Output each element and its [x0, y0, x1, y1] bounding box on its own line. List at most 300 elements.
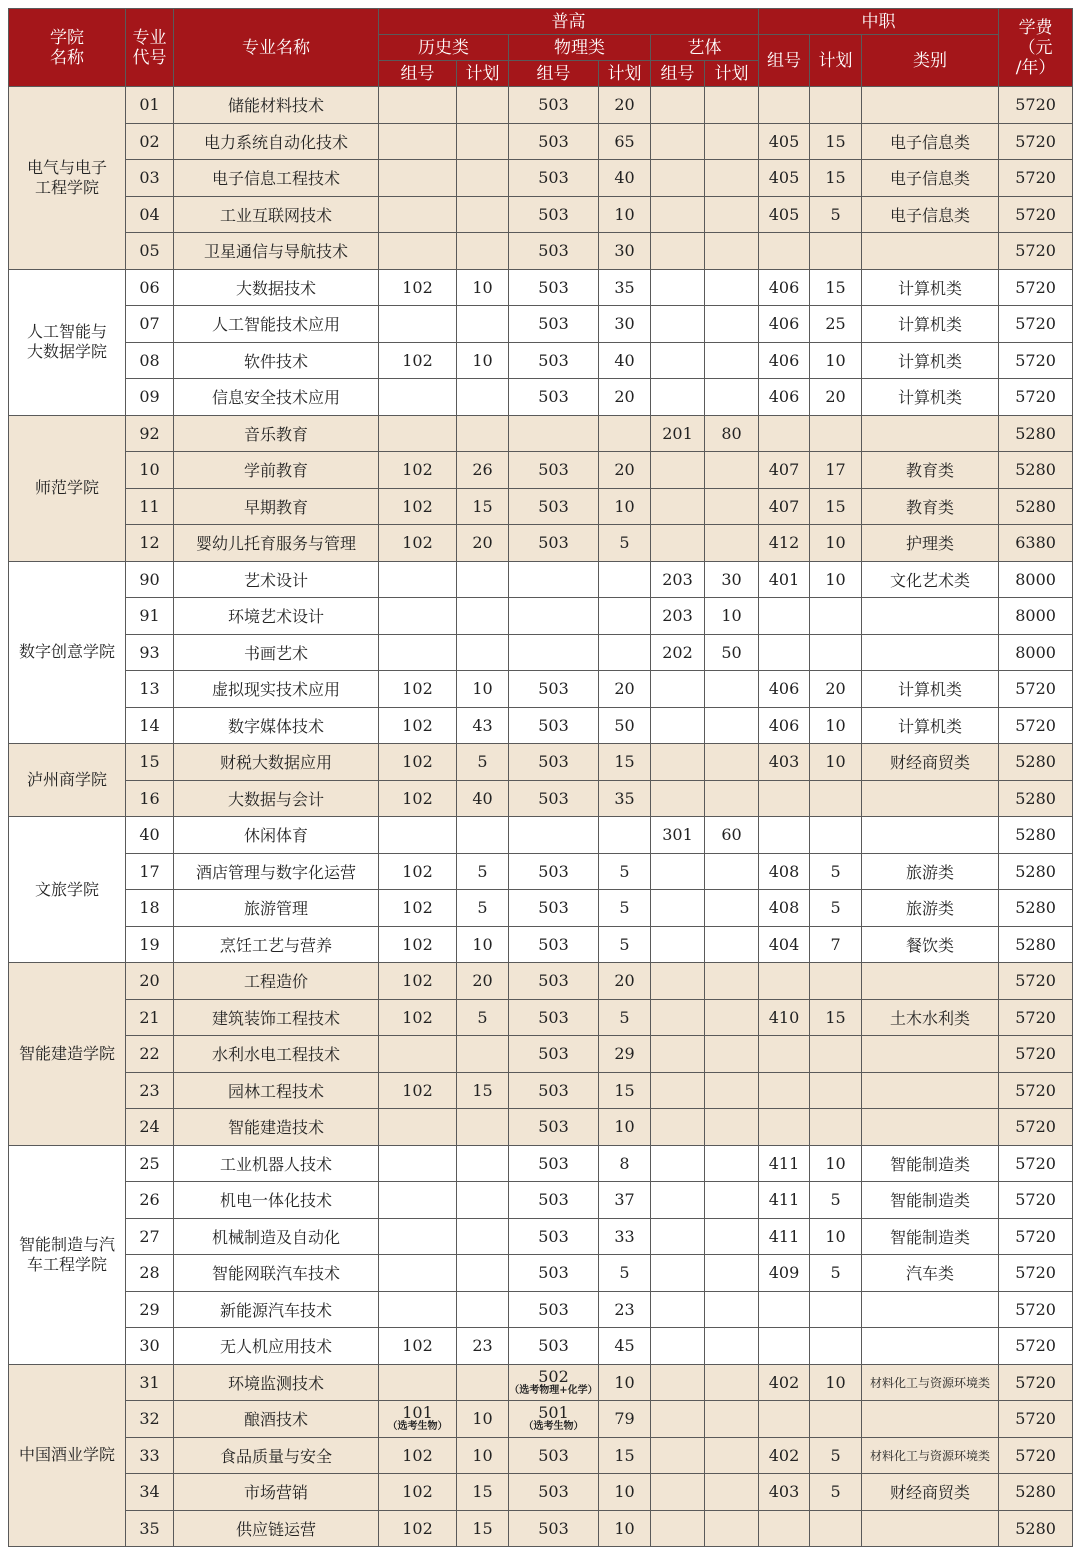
vocational-category-cell: 计算机类 — [862, 707, 999, 744]
vocational-plan-cell — [810, 1109, 862, 1146]
history-group-cell — [379, 233, 457, 270]
vocational-category-cell: 教育类 — [862, 488, 999, 525]
vocational-category-cell: 计算机类 — [862, 671, 999, 708]
arts-plan-cell — [705, 1109, 759, 1146]
vocational-group-cell — [759, 1109, 810, 1146]
vocational-plan-cell: 10 — [810, 342, 862, 379]
major-code-cell: 15 — [126, 744, 174, 781]
vocational-plan-cell — [810, 415, 862, 452]
vocational-plan-cell: 15 — [810, 123, 862, 160]
vocational-plan-cell: 25 — [810, 306, 862, 343]
physics-group-note: （选考物理+化学） — [509, 1384, 598, 1396]
arts-plan-cell: 30 — [705, 561, 759, 598]
vocational-plan-cell: 7 — [810, 926, 862, 963]
physics-group-cell: 503 — [509, 1036, 599, 1073]
table-row — [9, 160, 1073, 197]
arts-group-cell — [651, 1255, 705, 1292]
arts-plan-cell — [705, 1291, 759, 1328]
header-a-group: 组号 — [651, 61, 705, 87]
major-code-cell: 31 — [126, 1364, 174, 1401]
tuition-fee-cell: 6380 — [999, 525, 1073, 562]
physics-group-cell: 503 — [509, 1145, 599, 1182]
arts-plan-cell — [705, 160, 759, 197]
arts-group-cell: 203 — [651, 598, 705, 635]
history-plan-cell: 23 — [457, 1328, 509, 1365]
vocational-category-cell: 文化艺术类 — [862, 561, 999, 598]
college-name: 数字创意学院 — [9, 561, 126, 744]
vocational-category-cell: 计算机类 — [862, 379, 999, 416]
history-group-cell — [379, 1364, 457, 1401]
tuition-fee-cell: 5720 — [999, 233, 1073, 270]
major-code-cell: 12 — [126, 525, 174, 562]
table-row — [9, 525, 1073, 562]
college-name: 智能建造学院 — [9, 963, 126, 1146]
vocational-category-cell: 智能制造类 — [862, 1145, 999, 1182]
admissions-plan-table — [8, 8, 1073, 1547]
arts-plan-cell — [705, 707, 759, 744]
arts-group-cell — [651, 233, 705, 270]
history-group-cell — [379, 87, 457, 124]
tuition-fee-cell: 5720 — [999, 1145, 1073, 1182]
physics-plan-cell: 20 — [599, 87, 651, 124]
tuition-fee-cell: 5280 — [999, 853, 1073, 890]
arts-plan-cell: 60 — [705, 817, 759, 854]
arts-plan-cell — [705, 1255, 759, 1292]
vocational-category-cell: 汽车类 — [862, 1255, 999, 1292]
arts-group-cell — [651, 1364, 705, 1401]
table-row — [9, 87, 1073, 124]
physics-plan-cell: 50 — [599, 707, 651, 744]
vocational-category-cell — [862, 1328, 999, 1365]
physics-group-cell: 503 — [509, 1218, 599, 1255]
arts-plan-cell — [705, 1510, 759, 1547]
physics-group-cell: 503 — [509, 926, 599, 963]
history-group-cell: 102 — [379, 744, 457, 781]
arts-plan-cell — [705, 87, 759, 124]
arts-group-cell — [651, 671, 705, 708]
physics-group-cell: 503 — [509, 1182, 599, 1219]
table-row — [9, 1145, 1073, 1182]
vocational-group-cell: 403 — [759, 1474, 810, 1511]
vocational-category-cell: 土木水利类 — [862, 999, 999, 1036]
history-plan-cell: 43 — [457, 707, 509, 744]
arts-group-cell: 301 — [651, 817, 705, 854]
vocational-plan-cell: 15 — [810, 488, 862, 525]
header-vocational: 中职 — [759, 9, 999, 35]
major-code-cell: 02 — [126, 123, 174, 160]
vocational-category-cell: 计算机类 — [862, 342, 999, 379]
history-group-cell: 102 — [379, 452, 457, 489]
arts-plan-cell — [705, 1072, 759, 1109]
history-plan-cell — [457, 1255, 509, 1292]
vocational-group-cell — [759, 1401, 810, 1438]
major-code-cell: 19 — [126, 926, 174, 963]
tuition-fee-cell: 8000 — [999, 634, 1073, 671]
major-name-cell: 新能源汽车技术 — [174, 1291, 379, 1328]
tuition-fee-cell: 5720 — [999, 87, 1073, 124]
major-name-cell: 智能网联汽车技术 — [174, 1255, 379, 1292]
vocational-group-cell — [759, 780, 810, 817]
tuition-fee-cell: 5280 — [999, 1510, 1073, 1547]
table-row — [9, 1474, 1073, 1511]
history-group-cell: 102 — [379, 999, 457, 1036]
major-name-cell: 园林工程技术 — [174, 1072, 379, 1109]
vocational-group-cell — [759, 1510, 810, 1547]
vocational-group-cell — [759, 634, 810, 671]
major-code-cell: 92 — [126, 415, 174, 452]
physics-group-cell: 503 — [509, 87, 599, 124]
history-plan-cell — [457, 123, 509, 160]
tuition-fee-cell: 5720 — [999, 379, 1073, 416]
tuition-fee-cell: 5720 — [999, 1109, 1073, 1146]
history-plan-cell — [457, 1109, 509, 1146]
arts-plan-cell — [705, 306, 759, 343]
history-plan-cell — [457, 160, 509, 197]
vocational-category-cell: 电子信息类 — [862, 160, 999, 197]
arts-plan-cell — [705, 1328, 759, 1365]
header-major: 专业名称 — [174, 9, 379, 87]
history-plan-cell: 20 — [457, 963, 509, 1000]
major-name-cell: 信息安全技术应用 — [174, 379, 379, 416]
vocational-plan-cell — [810, 598, 862, 635]
physics-plan-cell: 20 — [599, 379, 651, 416]
arts-group-cell — [651, 1145, 705, 1182]
vocational-group-cell: 402 — [759, 1364, 810, 1401]
vocational-plan-cell: 10 — [810, 1364, 862, 1401]
header-v-group: 组号 — [759, 35, 810, 87]
physics-group-cell: 503 — [509, 1474, 599, 1511]
table-row — [9, 1072, 1073, 1109]
major-name-cell: 电力系统自动化技术 — [174, 123, 379, 160]
college-name: 智能制造与汽 车工程学院 — [9, 1145, 126, 1364]
physics-group-value: 502 — [538, 1366, 569, 1386]
physics-group-cell: 503 — [509, 379, 599, 416]
vocational-plan-cell: 20 — [810, 671, 862, 708]
physics-group-cell — [509, 598, 599, 635]
college-name: 电气与电子 工程学院 — [9, 87, 126, 270]
vocational-category-cell: 计算机类 — [862, 269, 999, 306]
vocational-group-cell: 408 — [759, 890, 810, 927]
vocational-plan-cell: 5 — [810, 890, 862, 927]
tuition-fee-cell: 5720 — [999, 1255, 1073, 1292]
major-name-cell: 无人机应用技术 — [174, 1328, 379, 1365]
arts-group-cell — [651, 379, 705, 416]
history-group-cell: 102 — [379, 707, 457, 744]
physics-plan-cell: 20 — [599, 963, 651, 1000]
major-code-cell: 25 — [126, 1145, 174, 1182]
vocational-plan-cell — [810, 87, 862, 124]
table-row — [9, 1364, 1073, 1401]
tuition-fee-cell: 5720 — [999, 1182, 1073, 1219]
vocational-plan-cell — [810, 233, 862, 270]
history-group-cell — [379, 1218, 457, 1255]
history-group-note: （选考生物） — [387, 1421, 448, 1433]
history-plan-cell — [457, 598, 509, 635]
arts-group-cell — [651, 926, 705, 963]
arts-group-cell — [651, 853, 705, 890]
physics-plan-cell: 40 — [599, 160, 651, 197]
physics-group-cell: 503 — [509, 233, 599, 270]
table-row — [9, 415, 1073, 452]
major-code-cell: 93 — [126, 634, 174, 671]
major-name-cell: 软件技术 — [174, 342, 379, 379]
vocational-group-cell: 406 — [759, 269, 810, 306]
major-name-cell: 食品质量与安全 — [174, 1437, 379, 1474]
history-plan-cell: 10 — [457, 342, 509, 379]
vocational-category-cell — [862, 1036, 999, 1073]
major-code-cell: 17 — [126, 853, 174, 890]
vocational-plan-cell: 20 — [810, 379, 862, 416]
major-name-cell: 数字媒体技术 — [174, 707, 379, 744]
vocational-group-cell: 411 — [759, 1145, 810, 1182]
history-group-cell — [379, 1036, 457, 1073]
table-row — [9, 926, 1073, 963]
tuition-fee-cell: 5720 — [999, 196, 1073, 233]
table-row — [9, 1401, 1073, 1438]
major-name-cell: 工业互联网技术 — [174, 196, 379, 233]
tuition-fee-cell: 5720 — [999, 963, 1073, 1000]
physics-plan-cell: 79 — [599, 1401, 651, 1438]
tuition-fee-cell: 5720 — [999, 1364, 1073, 1401]
table-row — [9, 306, 1073, 343]
history-group-cell — [379, 1145, 457, 1182]
history-plan-cell — [457, 87, 509, 124]
history-group-cell — [379, 1255, 457, 1292]
vocational-group-cell: 402 — [759, 1437, 810, 1474]
physics-group-cell: 503 — [509, 780, 599, 817]
table-row — [9, 817, 1073, 854]
vocational-plan-cell: 5 — [810, 196, 862, 233]
physics-group-cell: 503 — [509, 342, 599, 379]
vocational-plan-cell: 5 — [810, 1474, 862, 1511]
major-code-cell: 35 — [126, 1510, 174, 1547]
physics-group-cell: 503 — [509, 1109, 599, 1146]
vocational-group-cell: 406 — [759, 671, 810, 708]
vocational-category-cell — [862, 1510, 999, 1547]
table-row — [9, 707, 1073, 744]
major-code-cell: 91 — [126, 598, 174, 635]
table-row — [9, 452, 1073, 489]
major-code-cell: 27 — [126, 1218, 174, 1255]
physics-group-cell: 503 — [509, 452, 599, 489]
tuition-fee-cell: 5280 — [999, 817, 1073, 854]
vocational-plan-cell — [810, 780, 862, 817]
physics-plan-cell: 5 — [599, 1255, 651, 1292]
vocational-category-cell — [862, 1401, 999, 1438]
vocational-category-cell: 计算机类 — [862, 306, 999, 343]
arts-plan-cell — [705, 1182, 759, 1219]
arts-group-cell — [651, 196, 705, 233]
vocational-group-cell — [759, 87, 810, 124]
vocational-plan-cell: 15 — [810, 160, 862, 197]
major-name-cell: 休闲体育 — [174, 817, 379, 854]
vocational-category-cell — [862, 1109, 999, 1146]
vocational-category-cell: 材料化工与资源环境类 — [862, 1437, 999, 1474]
vocational-plan-cell — [810, 1291, 862, 1328]
tuition-fee-cell: 5280 — [999, 890, 1073, 927]
history-group-cell: 102 — [379, 671, 457, 708]
arts-group-cell — [651, 744, 705, 781]
vocational-category-cell: 旅游类 — [862, 890, 999, 927]
physics-plan-cell: 10 — [599, 1474, 651, 1511]
table-row — [9, 379, 1073, 416]
physics-plan-cell: 10 — [599, 196, 651, 233]
history-plan-cell — [457, 415, 509, 452]
history-plan-cell — [457, 1145, 509, 1182]
physics-plan-cell: 23 — [599, 1291, 651, 1328]
major-code-cell: 18 — [126, 890, 174, 927]
history-group-cell: 102 — [379, 1328, 457, 1365]
college-name: 泸州商学院 — [9, 744, 126, 817]
table-row — [9, 342, 1073, 379]
major-name-cell: 财税大数据应用 — [174, 744, 379, 781]
major-code-cell: 28 — [126, 1255, 174, 1292]
physics-plan-cell: 35 — [599, 780, 651, 817]
major-name-cell: 工程造价 — [174, 963, 379, 1000]
vocational-group-cell: 411 — [759, 1218, 810, 1255]
table-row — [9, 1510, 1073, 1547]
table-row — [9, 488, 1073, 525]
history-group-cell — [379, 196, 457, 233]
major-name-cell: 大数据技术 — [174, 269, 379, 306]
arts-group-cell — [651, 160, 705, 197]
vocational-category-cell: 财经商贸类 — [862, 744, 999, 781]
vocational-group-cell: 405 — [759, 160, 810, 197]
physics-plan-cell: 65 — [599, 123, 651, 160]
arts-plan-cell — [705, 196, 759, 233]
major-name-cell: 早期教育 — [174, 488, 379, 525]
tuition-fee-cell: 5720 — [999, 306, 1073, 343]
history-plan-cell: 5 — [457, 890, 509, 927]
header-arts: 艺体 — [651, 35, 759, 61]
tuition-fee-cell: 5720 — [999, 269, 1073, 306]
physics-plan-cell: 15 — [599, 744, 651, 781]
vocational-group-cell: 405 — [759, 196, 810, 233]
vocational-group-cell: 404 — [759, 926, 810, 963]
header-fee: 学费 （元 /年） — [999, 9, 1073, 87]
header-college: 学院 名称 — [9, 9, 126, 87]
arts-plan-cell — [705, 999, 759, 1036]
major-code-cell: 03 — [126, 160, 174, 197]
major-name-cell: 婴幼儿托育服务与管理 — [174, 525, 379, 562]
major-name-cell: 音乐教育 — [174, 415, 379, 452]
major-code-cell: 90 — [126, 561, 174, 598]
history-plan-cell: 10 — [457, 671, 509, 708]
physics-plan-cell: 10 — [599, 488, 651, 525]
major-name-cell: 艺术设计 — [174, 561, 379, 598]
history-group-cell: 102 — [379, 525, 457, 562]
physics-group-value: 501 — [538, 1403, 569, 1423]
vocational-category-cell: 智能制造类 — [862, 1182, 999, 1219]
vocational-category-cell — [862, 963, 999, 1000]
table-row — [9, 853, 1073, 890]
history-group-cell: 102 — [379, 963, 457, 1000]
physics-plan-cell — [599, 634, 651, 671]
vocational-group-cell: 401 — [759, 561, 810, 598]
physics-plan-cell: 5 — [599, 926, 651, 963]
vocational-plan-cell: 5 — [810, 1437, 862, 1474]
major-name-cell: 学前教育 — [174, 452, 379, 489]
history-plan-cell: 5 — [457, 999, 509, 1036]
history-group-cell — [379, 160, 457, 197]
major-name-cell: 储能材料技术 — [174, 87, 379, 124]
major-code-cell: 05 — [126, 233, 174, 270]
physics-group-cell — [509, 634, 599, 671]
physics-plan-cell: 37 — [599, 1182, 651, 1219]
vocational-category-cell: 教育类 — [862, 452, 999, 489]
major-code-cell: 20 — [126, 963, 174, 1000]
vocational-category-cell: 旅游类 — [862, 853, 999, 890]
major-code-cell: 14 — [126, 707, 174, 744]
tuition-fee-cell: 5720 — [999, 707, 1073, 744]
history-plan-cell — [457, 1218, 509, 1255]
history-group-value: 101 — [402, 1403, 433, 1423]
major-code-cell: 21 — [126, 999, 174, 1036]
vocational-plan-cell — [810, 1401, 862, 1438]
college-name: 师范学院 — [9, 415, 126, 561]
history-group-cell — [379, 1109, 457, 1146]
history-plan-cell: 10 — [457, 1437, 509, 1474]
history-group-cell: 102 — [379, 269, 457, 306]
tuition-fee-cell: 8000 — [999, 598, 1073, 635]
vocational-group-cell: 403 — [759, 744, 810, 781]
major-code-cell: 26 — [126, 1182, 174, 1219]
major-name-cell: 工业机器人技术 — [174, 1145, 379, 1182]
major-name-cell: 虚拟现实技术应用 — [174, 671, 379, 708]
physics-plan-cell: 20 — [599, 671, 651, 708]
arts-group-cell — [651, 269, 705, 306]
physics-plan-cell: 20 — [599, 452, 651, 489]
vocational-category-cell — [862, 233, 999, 270]
vocational-category-cell — [862, 1291, 999, 1328]
physics-group-cell: 503 — [509, 671, 599, 708]
tuition-fee-cell: 8000 — [999, 561, 1073, 598]
header-h-group: 组号 — [379, 61, 457, 87]
vocational-group-cell: 407 — [759, 488, 810, 525]
vocational-plan-cell: 10 — [810, 525, 862, 562]
vocational-group-cell — [759, 963, 810, 1000]
table-row — [9, 561, 1073, 598]
major-name-cell: 机电一体化技术 — [174, 1182, 379, 1219]
arts-plan-cell — [705, 926, 759, 963]
arts-plan-cell — [705, 1364, 759, 1401]
major-code-cell: 10 — [126, 452, 174, 489]
physics-group-cell: 503 — [509, 707, 599, 744]
physics-group-cell: 503 — [509, 269, 599, 306]
major-name-cell: 市场营销 — [174, 1474, 379, 1511]
history-group-cell — [379, 561, 457, 598]
arts-group-cell — [651, 306, 705, 343]
physics-plan-cell: 10 — [599, 1510, 651, 1547]
history-plan-cell: 40 — [457, 780, 509, 817]
table-row — [9, 780, 1073, 817]
tuition-fee-cell: 5280 — [999, 488, 1073, 525]
physics-plan-cell: 5 — [599, 853, 651, 890]
header-physics: 物理类 — [509, 35, 651, 61]
history-group-cell — [379, 634, 457, 671]
vocational-plan-cell — [810, 817, 862, 854]
tuition-fee-cell: 5720 — [999, 1328, 1073, 1365]
arts-plan-cell — [705, 1145, 759, 1182]
history-group-cell — [379, 379, 457, 416]
table-body — [9, 87, 1073, 1547]
tuition-fee-cell: 5720 — [999, 1218, 1073, 1255]
physics-plan-cell: 40 — [599, 342, 651, 379]
vocational-category-cell: 财经商贸类 — [862, 1474, 999, 1511]
tuition-fee-cell: 5720 — [999, 123, 1073, 160]
vocational-plan-cell: 10 — [810, 744, 862, 781]
tuition-fee-cell: 5720 — [999, 1291, 1073, 1328]
